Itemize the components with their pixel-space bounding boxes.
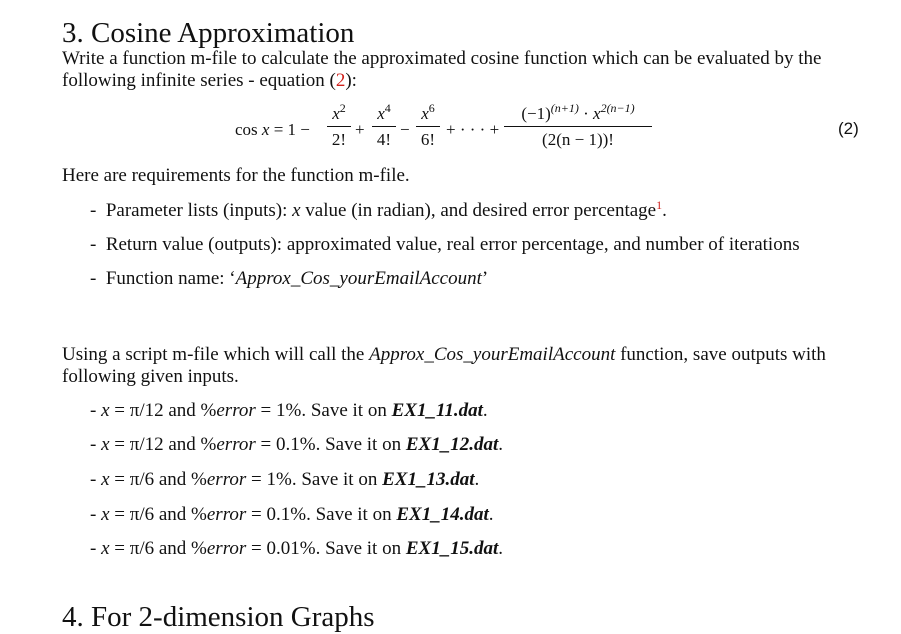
- input-error-value: = 1%: [260, 400, 302, 421]
- intro-line-2-end: ):: [345, 70, 357, 91]
- bullet-dash: -: [90, 200, 102, 221]
- bullet-dash: -: [90, 434, 97, 455]
- input-var-x: x: [101, 504, 110, 525]
- termn-exponent-1: (n+1): [550, 101, 579, 115]
- term2-numerator: x: [377, 104, 385, 123]
- input-error-var: error: [216, 400, 256, 421]
- term3-numerator: x: [421, 104, 429, 123]
- requirement-function-name: [90, 268, 488, 290]
- requirement-inputs-text: Parameter lists (inputs):: [105, 200, 293, 221]
- equation-lhs: [235, 120, 310, 140]
- input-item-1: [90, 400, 488, 422]
- input-error-var: error: [206, 538, 247, 559]
- equation-var-x: x: [261, 120, 270, 139]
- input-error-var: error: [206, 469, 247, 490]
- input-save-text: . Save it on: [291, 469, 383, 490]
- section-title-text: Cosine Approximation: [91, 17, 355, 49]
- input-end: .: [498, 434, 503, 455]
- bullet-dash: -: [90, 504, 97, 525]
- requirements-heading: Here are requirements for the function m-file.: [62, 165, 410, 186]
- operator-ellipsis: + · · · +: [446, 120, 500, 139]
- requirement-inputs: [90, 200, 667, 222]
- intro-line-2: [62, 70, 357, 92]
- equation-equals-one: = 1 −: [273, 120, 310, 139]
- operator-plus-1: +: [355, 120, 365, 139]
- input-error-var: error: [216, 434, 256, 455]
- input-and: and %: [163, 434, 217, 455]
- input-and: and %: [154, 538, 207, 559]
- requirement-function-name-close: ’: [481, 268, 489, 289]
- intro-line-1: Write a function m-file to calculate the approximated cosine function which can be evaluated by the: [62, 48, 822, 69]
- term-x2-over-2-factorial: [327, 101, 351, 150]
- output-filename: EX1_11.dat: [391, 400, 483, 421]
- term2-exponent: 4: [384, 101, 391, 115]
- input-save-text: . Save it on: [306, 504, 397, 525]
- requirement-inputs-var: x: [292, 200, 301, 221]
- script-line-1: [62, 344, 826, 366]
- termn-sign-base: (−1): [521, 104, 551, 123]
- output-filename: EX1_15.dat: [405, 538, 499, 559]
- requirement-outputs: [90, 234, 800, 256]
- bullet-dash: -: [90, 469, 97, 490]
- input-x-value: = π/12: [114, 400, 164, 421]
- termn-fraction-bar: [504, 126, 652, 127]
- term2-denominator: 4!: [376, 130, 392, 149]
- bullet-dash: -: [90, 538, 97, 559]
- equation-cos: cos: [235, 120, 258, 139]
- footnote-1-link[interactable]: 1: [656, 198, 663, 212]
- termn-x: x: [593, 104, 601, 123]
- input-error-value: = 1%: [251, 469, 292, 490]
- term2-fraction-bar: [372, 126, 396, 127]
- input-var-x: x: [101, 400, 110, 421]
- input-save-text: . Save it on: [301, 400, 392, 421]
- bullet-dash: -: [90, 400, 97, 421]
- input-error-value: = 0.1%: [251, 504, 307, 525]
- intro-line-2-text: following infinite series - equation (: [62, 70, 336, 91]
- script-function-name: Approx_Cos_yourEmailAccount: [369, 344, 616, 365]
- requirement-outputs-text: Return value (outputs): approximated value, real error percentage, and number of iterations: [105, 234, 800, 255]
- input-and: and %: [154, 469, 207, 490]
- section-title: [62, 16, 354, 50]
- input-x-value: = π/12: [114, 434, 164, 455]
- input-and: and %: [163, 400, 217, 421]
- output-filename: EX1_13.dat: [382, 469, 475, 490]
- next-section-title-cutoff: 4. For 2-dimension Graphs: [62, 601, 375, 633]
- term-general-n: [504, 101, 652, 150]
- input-x-value: = π/6: [114, 504, 155, 525]
- term3-fraction-bar: [416, 126, 440, 127]
- input-item-2: [90, 434, 503, 456]
- input-item-3: [90, 469, 479, 491]
- input-var-x: x: [101, 434, 110, 455]
- input-error-value: = 0.01%: [251, 538, 316, 559]
- termn-dot: ·: [578, 104, 594, 123]
- termn-denominator: (2(n − 1))!: [542, 130, 614, 149]
- input-x-value: = π/6: [114, 538, 155, 559]
- term3-exponent: 6: [428, 101, 435, 115]
- script-line-2: following given inputs.: [62, 366, 239, 387]
- term3-denominator: 6!: [420, 130, 436, 149]
- input-end: .: [482, 400, 488, 421]
- output-filename: EX1_12.dat: [405, 434, 499, 455]
- input-and: and %: [154, 504, 207, 525]
- input-var-x: x: [101, 469, 110, 490]
- term1-denominator: 2!: [331, 130, 347, 149]
- operator-minus: −: [400, 120, 410, 139]
- input-var-x: x: [101, 538, 110, 559]
- input-save-text: . Save it on: [315, 434, 406, 455]
- term1-numerator: x: [332, 104, 340, 123]
- term1-exponent: 2: [339, 101, 346, 115]
- requirement-function-name-label: Function name: ‘: [105, 268, 236, 289]
- function-name-value: Approx_Cos_yourEmailAccount: [235, 268, 482, 289]
- script-line-1-rest: function, save outputs with: [615, 344, 826, 365]
- term-x6-over-6-factorial: [416, 101, 440, 150]
- equation-number-label: (2): [838, 119, 859, 138]
- input-end: .: [474, 469, 480, 490]
- requirement-inputs-end: .: [662, 200, 667, 221]
- input-item-4: [90, 504, 493, 526]
- input-item-5: [90, 538, 503, 560]
- input-save-text: . Save it on: [315, 538, 406, 559]
- equation-reference-link[interactable]: 2: [335, 70, 346, 91]
- output-filename: EX1_14.dat: [396, 504, 489, 525]
- script-line-1-text: Using a script m-file which will call the: [62, 344, 370, 365]
- term-x4-over-4-factorial: [372, 101, 396, 150]
- input-error-value: = 0.1%: [260, 434, 316, 455]
- bullet-dash: -: [90, 234, 102, 255]
- term1-fraction-bar: [327, 126, 351, 127]
- input-error-var: error: [206, 504, 247, 525]
- input-end: .: [488, 504, 494, 525]
- requirement-inputs-rest: value (in radian), and desired error percentage: [300, 200, 657, 221]
- input-end: .: [498, 538, 503, 559]
- bullet-dash: -: [90, 268, 102, 289]
- termn-exponent-2: 2(n−1): [600, 101, 635, 115]
- section-number: 3.: [62, 17, 84, 49]
- input-x-value: = π/6: [114, 469, 155, 490]
